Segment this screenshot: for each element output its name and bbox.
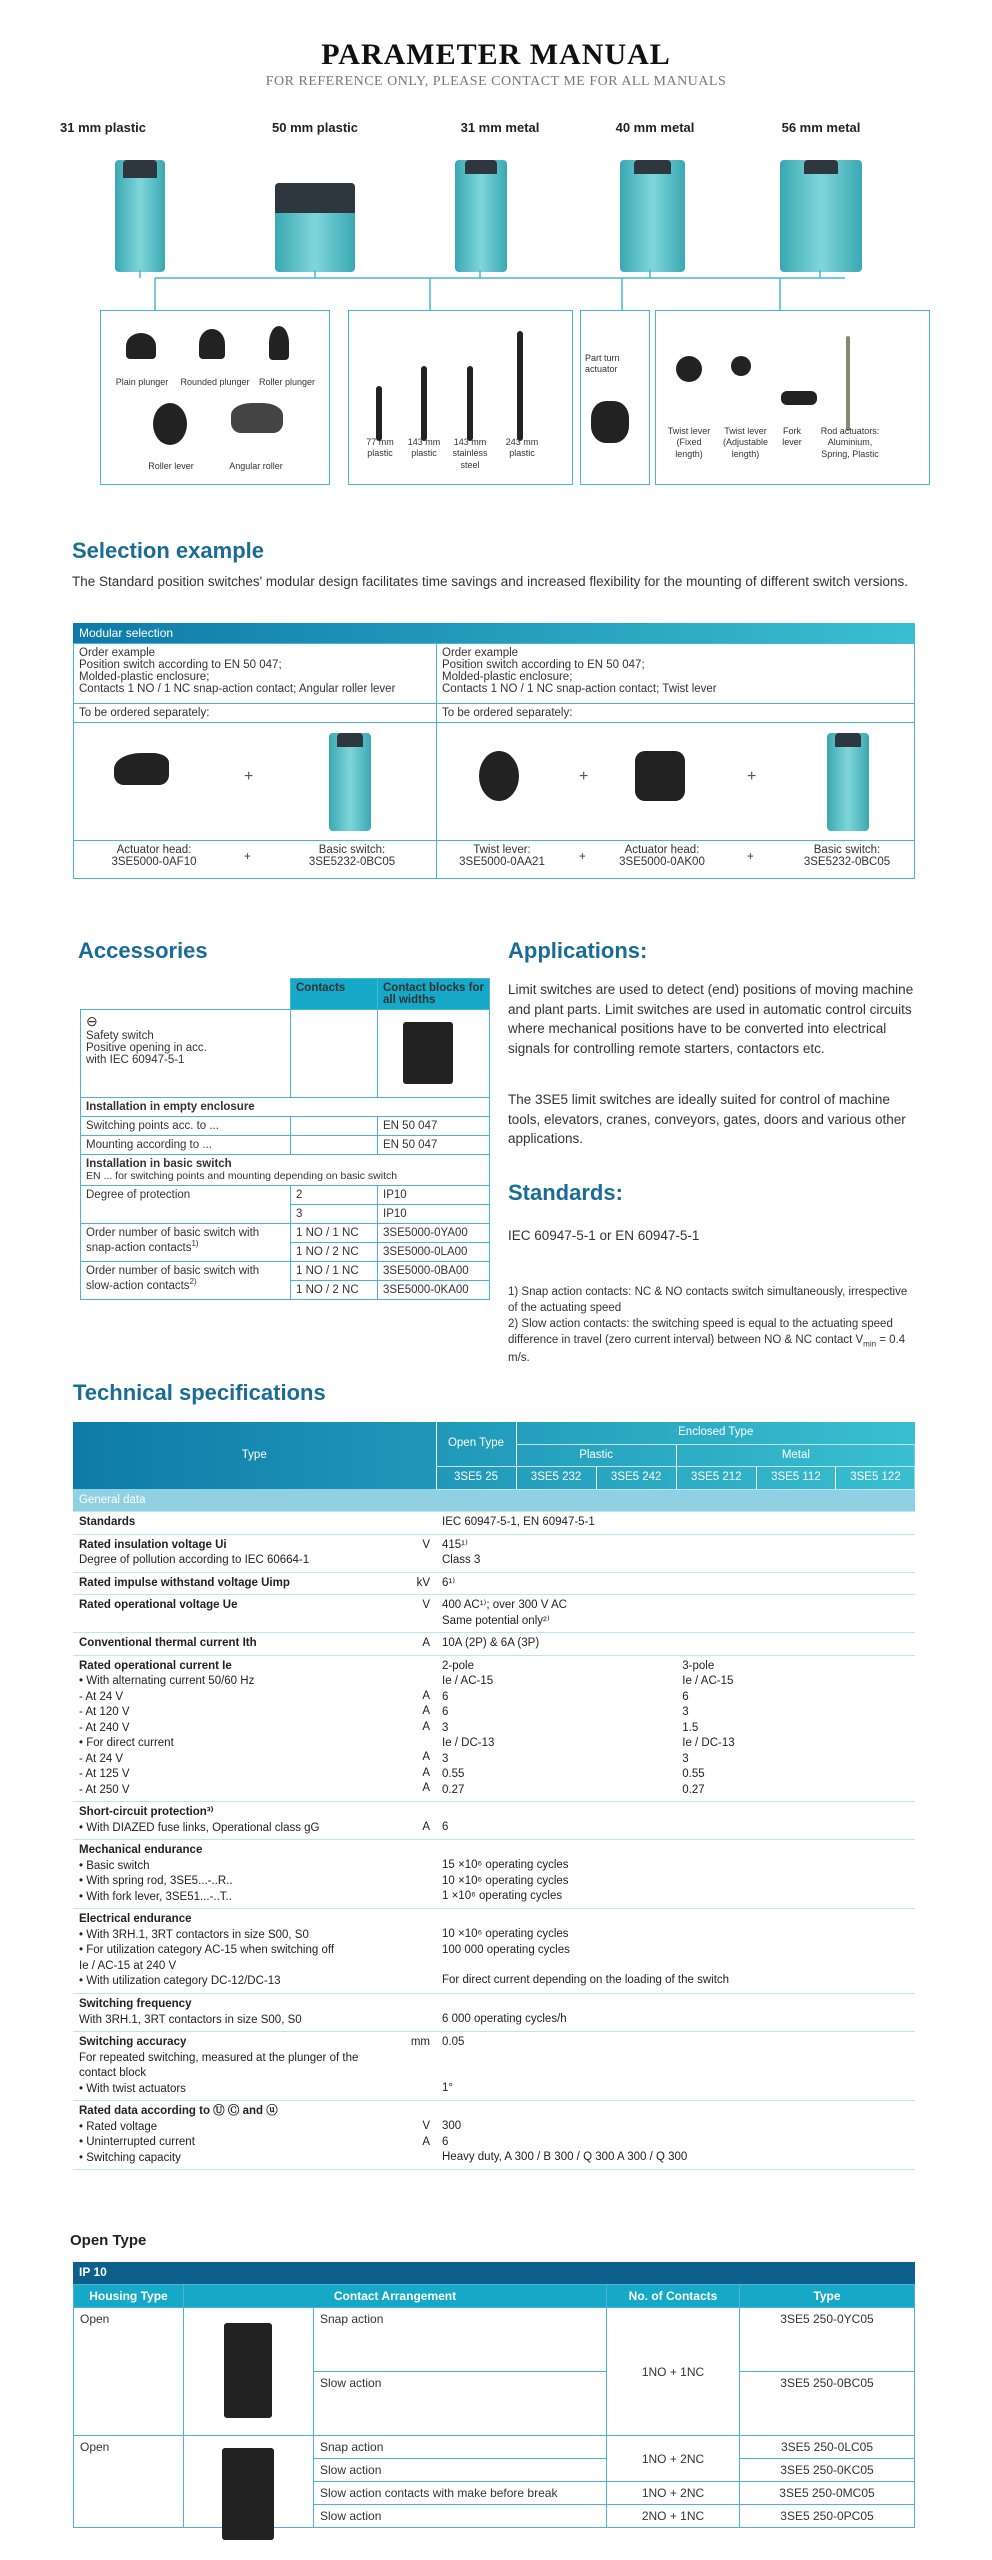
spec-row bbox=[73, 1512, 915, 1535]
type-number: 3SE5 250-0KC05 bbox=[740, 2459, 915, 2482]
size-label: 56 mm metal bbox=[781, 120, 861, 135]
spec-line: 10 ×10⁶ operating cycles bbox=[442, 1928, 569, 1941]
note: = 0.4 m/s. bbox=[508, 1334, 906, 1364]
order-number: 3SE5000-0KA00 bbox=[378, 1281, 490, 1300]
size-label: 31 mm plastic bbox=[60, 120, 146, 135]
actuator-caption: 77 mm plastic bbox=[366, 437, 394, 459]
spec-line: 6 bbox=[442, 2135, 449, 2148]
actuator-caption: 243 mm plastic bbox=[505, 437, 539, 459]
spec-line: 100 000 operating cycles bbox=[442, 1943, 570, 1956]
snap-label: Order number of basic switch with snap-action contacts bbox=[86, 1227, 260, 1254]
actuator-caption: 143 mm stainless steel bbox=[452, 437, 488, 470]
actuator-caption: Part turn actuator bbox=[585, 353, 620, 375]
item-caption: Basic switch: 3SE5232-0BC05 bbox=[803, 844, 891, 868]
spec-row bbox=[73, 1909, 915, 1994]
col-metal: Metal bbox=[676, 1444, 915, 1467]
spec-line: 3 bbox=[682, 1752, 689, 1765]
spec-line: Rated impulse withstand voltage Uimp bbox=[79, 1576, 290, 1589]
spec-line: V bbox=[422, 1538, 430, 1551]
page-title: PARAMETER MANUAL bbox=[321, 38, 671, 71]
spec-line: Ie / AC-15 at 240 V bbox=[79, 1959, 177, 1972]
plus-sign: + bbox=[747, 768, 757, 785]
accessories-table bbox=[80, 978, 490, 1300]
spec-line: V bbox=[422, 1599, 430, 1612]
protection-contacts: 2 bbox=[291, 1186, 378, 1205]
order-line: Position switch according to EN 50 047; bbox=[442, 659, 645, 671]
housing-type: Open bbox=[74, 2436, 184, 2528]
spec-line: • Uninterrupted current bbox=[79, 2136, 195, 2149]
spec-line bbox=[406, 1912, 430, 1927]
spec-line: Rated operational voltage Ue bbox=[79, 1599, 238, 1612]
spec-line bbox=[406, 2150, 430, 2165]
spec-line: 0.05 bbox=[442, 2036, 465, 2049]
spec-line: 1.5 bbox=[682, 1721, 699, 1734]
contacts-cell: 1 NO / 2 NC bbox=[291, 1281, 378, 1300]
spec-line: 0.27 bbox=[442, 1783, 465, 1796]
spec-line: 10 ×10⁶ operating cycles bbox=[442, 1874, 569, 1887]
spec-line: A bbox=[422, 1720, 430, 1733]
spec-line bbox=[406, 2051, 430, 2066]
spec-line bbox=[406, 1927, 430, 1942]
spec-line bbox=[406, 1957, 430, 1972]
no-of-contacts: 1NO + 2NC bbox=[607, 2482, 740, 2505]
note: 1) Snap action contacts: NC & NO contacts switch simultaneously, irrespective of the actuating speed bbox=[508, 1286, 908, 1315]
spec-line: For direct current depending on the loading of the switch bbox=[442, 1974, 730, 1987]
tech-table bbox=[73, 1422, 915, 2170]
protection-value: IP10 bbox=[378, 1186, 490, 1205]
spec-line: 415¹⁾ bbox=[442, 1538, 468, 1551]
type-col: 3SE5 242 bbox=[596, 1467, 676, 1490]
spec-line bbox=[406, 1659, 430, 1674]
spec-line: Same potential only²⁾ bbox=[442, 1614, 550, 1627]
ot-header: No. of Contacts bbox=[607, 2285, 740, 2308]
ot-header: Housing Type bbox=[74, 2285, 184, 2308]
spec-line bbox=[406, 1972, 430, 1987]
spec-line bbox=[442, 1912, 909, 1927]
safety-line: Safety switch bbox=[86, 1030, 154, 1042]
spec-line: Ie / AC-15 bbox=[442, 1675, 494, 1688]
spec-line: Rated data according to Ⓤ Ⓒ and ⓤ bbox=[79, 2105, 278, 2118]
spec-line: mm bbox=[410, 2036, 430, 2049]
spec-line bbox=[406, 1873, 430, 1888]
applications-p1: Limit switches are used to detect (end) positions of moving machine and plant parts. Limit switches are used in automatic control circuits where mechanical positions have to be converted into electrical signals for controlling remote starters, contactors etc. bbox=[508, 982, 914, 1056]
spec-line: 400 AC¹⁾; over 300 V AC bbox=[442, 1599, 567, 1612]
spec-line: • With alternating current 50/60 Hz bbox=[79, 1675, 255, 1688]
switching-points: Switching points acc. to ... bbox=[81, 1117, 291, 1136]
spec-line: Short-circuit protection³⁾ bbox=[79, 1806, 214, 1819]
spec-row bbox=[73, 1993, 915, 2031]
spec-line bbox=[442, 1843, 909, 1858]
no-of-contacts: 1NO + 1NC bbox=[607, 2308, 740, 2436]
spec-line bbox=[442, 1997, 909, 2012]
selection-text: The Standard position switches' modular design facilitates time savings and increased flexibility for the mounting of different switch versions. bbox=[72, 574, 908, 589]
switching-points-val: EN 50 047 bbox=[378, 1117, 490, 1136]
separately-label: To be ordered separately: bbox=[74, 704, 437, 723]
open-type-table bbox=[73, 2262, 915, 2528]
spec-line: 15 ×10⁶ operating cycles bbox=[442, 1859, 569, 1872]
spec-row bbox=[73, 1840, 915, 1909]
actuator-box-levers bbox=[655, 310, 930, 485]
item-caption: Basic switch: 3SE5232-0BC05 bbox=[308, 844, 396, 868]
spec-line: Rated operational current Ie bbox=[79, 1659, 232, 1672]
type-col: 3SE5 25 bbox=[436, 1467, 516, 1490]
order-line: Molded-plastic enclosure; bbox=[79, 671, 210, 683]
safety-icon: ⊖ bbox=[86, 1013, 98, 1029]
spec-row bbox=[73, 1534, 915, 1572]
order-line: Contacts 1 NO / 1 NC snap-action contact; Angular roller lever bbox=[79, 683, 396, 695]
spec-line bbox=[406, 1942, 430, 1957]
housing-type: Open bbox=[74, 2308, 184, 2436]
actuator-caption: Twist lever (Fixed length) bbox=[667, 426, 711, 459]
spec-line: 6 bbox=[442, 1690, 449, 1703]
spec-line bbox=[406, 2104, 430, 2119]
spec-line: Switching frequency bbox=[79, 1997, 192, 2010]
spec-row bbox=[73, 1633, 915, 1656]
empty-enclosure: Installation in empty enclosure bbox=[81, 1098, 490, 1117]
switch-image bbox=[620, 160, 685, 272]
spec-line: Conventional thermal current Ith bbox=[79, 1637, 257, 1650]
spec-line: 6 000 operating cycles/h bbox=[442, 2012, 567, 2025]
contact-arrangement: Slow action bbox=[314, 2459, 607, 2482]
spec-line: contact block bbox=[79, 2067, 147, 2080]
plus-sign: + bbox=[244, 851, 251, 863]
actuator-caption: Roller plunger bbox=[258, 377, 316, 387]
col-open: Open Type bbox=[436, 1422, 516, 1467]
col-type: Type bbox=[241, 1448, 267, 1461]
switch-image bbox=[115, 160, 165, 272]
spec-line bbox=[442, 2051, 909, 2066]
spec-line: - At 120 V bbox=[79, 1706, 130, 1719]
spec-line bbox=[406, 1674, 430, 1689]
spec-line: 6 bbox=[442, 1821, 449, 1834]
spec-line: • With spring rod, 3SE5...-..R.. bbox=[79, 1875, 233, 1888]
plus-sign: + bbox=[244, 768, 254, 785]
actuator-caption: Plain plunger bbox=[115, 377, 169, 387]
open-type-title: Open Type bbox=[70, 2232, 147, 2249]
spec-line: Standards bbox=[79, 1516, 136, 1529]
spec-line: 3 bbox=[682, 1706, 689, 1719]
type-col: 3SE5 232 bbox=[516, 1467, 596, 1490]
actuator-caption: Twist lever (Adjustable length) bbox=[722, 426, 769, 459]
spec-line bbox=[406, 2066, 430, 2081]
safety-line: Positive opening in acc. bbox=[86, 1042, 207, 1054]
spec-line: 0.27 bbox=[682, 1783, 705, 1796]
spec-row bbox=[73, 2101, 915, 2170]
spec-line: - At 250 V bbox=[79, 1783, 130, 1796]
footnote-ref: 1) bbox=[191, 1239, 199, 1248]
spec-line bbox=[442, 2066, 909, 2081]
spec-line: 6 bbox=[682, 1690, 689, 1703]
spec-line: kV bbox=[416, 1576, 430, 1589]
order-line: Molded-plastic enclosure; bbox=[442, 671, 573, 683]
order-line: Contacts 1 NO / 1 NC snap-action contact; Twist lever bbox=[442, 683, 717, 695]
separately-label: To be ordered separately: bbox=[437, 704, 915, 723]
spec-line: - At 24 V bbox=[79, 1690, 124, 1703]
size-label: 40 mm metal bbox=[615, 120, 695, 135]
contact-arrangement: Slow action bbox=[314, 2505, 607, 2528]
note-sub: min bbox=[863, 1339, 877, 1349]
order-line: Position switch according to EN 50 047; bbox=[79, 659, 282, 671]
spec-line: 3-pole bbox=[682, 1659, 715, 1672]
order-number: 3SE5000-0BA00 bbox=[378, 1262, 490, 1281]
spec-line: A bbox=[422, 1689, 430, 1702]
no-of-contacts: 2NO + 1NC bbox=[607, 2505, 740, 2528]
spec-line: A bbox=[422, 1637, 430, 1650]
contact-arrangement: Slow action contacts with make before break bbox=[314, 2482, 607, 2505]
spec-line bbox=[442, 1958, 909, 1973]
spec-line bbox=[406, 2012, 430, 2027]
contacts-cell: 1 NO / 1 NC bbox=[291, 1224, 378, 1243]
spec-line bbox=[406, 1843, 430, 1858]
basic-switch: Installation in basic switch bbox=[86, 1158, 232, 1170]
actuator-caption: Rounded plunger bbox=[180, 377, 250, 387]
footnote-ref: 2) bbox=[189, 1277, 197, 1286]
spec-line: 1° bbox=[442, 2081, 453, 2094]
section-title-applications: Applications: bbox=[508, 938, 648, 963]
spec-line: A bbox=[422, 1782, 430, 1795]
spec-row bbox=[73, 1595, 915, 1633]
spec-line bbox=[406, 1515, 430, 1530]
spec-line: - At 240 V bbox=[79, 1721, 130, 1734]
contact-arrangement: Snap action bbox=[314, 2308, 607, 2372]
standards-value: IEC 60947-5-1 or EN 60947-5-1 bbox=[508, 1228, 700, 1243]
col-plastic: Plastic bbox=[516, 1444, 676, 1467]
section-title-tech: Technical specifications bbox=[73, 1380, 326, 1405]
spec-line: 3 bbox=[442, 1752, 449, 1765]
spec-line: • With 3RH.1, 3RT contactors in size S00, S0 bbox=[79, 1928, 309, 1941]
spec-line: • With fork lever, 3SE51...-..T.. bbox=[79, 1890, 232, 1903]
type-col: 3SE5 122 bbox=[835, 1467, 915, 1490]
ot-header: Type bbox=[740, 2285, 915, 2308]
type-number: 3SE5 250-0BC05 bbox=[740, 2372, 915, 2436]
spec-line: Mechanical endurance bbox=[79, 1844, 203, 1857]
spec-line: 6¹⁾ bbox=[442, 1576, 456, 1589]
mounting: Mounting according to ... bbox=[81, 1136, 291, 1155]
spec-line: A bbox=[422, 1766, 430, 1779]
spec-line: 300 bbox=[442, 2120, 462, 2133]
spec-line: • Basic switch bbox=[79, 1859, 150, 1872]
spec-row bbox=[73, 1802, 915, 1840]
actuator-box-part-turn bbox=[580, 310, 650, 485]
actuator-caption: Roller lever bbox=[148, 461, 194, 471]
item-caption: Actuator head: 3SE5000-0AF10 bbox=[111, 844, 197, 868]
spec-line bbox=[406, 1805, 430, 1820]
spec-line: Ie / DC-13 bbox=[442, 1737, 495, 1750]
modular-selection-table bbox=[73, 623, 915, 879]
order-line: Order example bbox=[442, 647, 519, 659]
order-number: 3SE5000-0LA00 bbox=[378, 1243, 490, 1262]
spec-line: 3 bbox=[442, 1721, 449, 1734]
type-number: 3SE5 250-0LC05 bbox=[740, 2436, 915, 2459]
actuator-box-plungers bbox=[100, 310, 330, 485]
type-number: 3SE5 250-0YC05 bbox=[740, 2308, 915, 2372]
type-number: 3SE5 250-0PC05 bbox=[740, 2505, 915, 2528]
actuator-caption: Angular roller bbox=[229, 461, 283, 471]
spec-row bbox=[73, 2032, 915, 2101]
switch-image bbox=[275, 183, 355, 272]
spec-line bbox=[406, 2081, 430, 2096]
spec-line: • With utilization category DC-12/DC-13 bbox=[79, 1975, 281, 1988]
item-caption: Actuator head: 3SE5000-0AK00 bbox=[619, 844, 705, 868]
spec-line: Ie / DC-13 bbox=[682, 1737, 735, 1750]
plus-sign: + bbox=[579, 851, 586, 863]
standards-notes bbox=[508, 1284, 918, 1366]
note: 2) Slow action contacts: the switching speed is equal to the actuating speed difference in travel (zero current interval) between NO & NC contact V bbox=[508, 1318, 893, 1347]
safety-line: with IEC 60947-5-1 bbox=[86, 1054, 185, 1066]
spec-line: Electrical endurance bbox=[79, 1913, 192, 1926]
spec-line: A bbox=[422, 1821, 430, 1834]
protection: Degree of protection bbox=[81, 1186, 291, 1224]
basic-switch-note: EN ... for switching points and mounting depending on basic switch bbox=[86, 1170, 398, 1182]
contact-arrangement: Snap action bbox=[314, 2436, 607, 2459]
spec-line bbox=[406, 1997, 430, 2012]
contacts-cell: 1 NO / 2 NC bbox=[291, 1243, 378, 1262]
spec-line: • With twist actuators bbox=[79, 2082, 186, 2095]
spec-line: Ie / AC-15 bbox=[682, 1675, 734, 1688]
spec-line: V bbox=[422, 2120, 430, 2133]
spec-line: • For utilization category AC-15 when switching off bbox=[79, 1944, 335, 1957]
spec-line bbox=[442, 2104, 909, 2119]
spec-line: 0.55 bbox=[442, 1768, 465, 1781]
size-label: 50 mm plastic bbox=[272, 120, 358, 135]
spec-line: A bbox=[422, 1751, 430, 1764]
contacts-cell: 1 NO / 1 NC bbox=[291, 1262, 378, 1281]
spec-line: 2-pole bbox=[442, 1659, 474, 1672]
size-label: 31 mm metal bbox=[460, 120, 540, 135]
actuator-caption: 143 mm plastic bbox=[407, 437, 441, 459]
general-data: General data bbox=[73, 1489, 915, 1512]
spec-line bbox=[406, 1888, 430, 1903]
spec-line: - At 24 V bbox=[79, 1752, 124, 1765]
spec-line: Degree of pollution according to IEC 60664-1 bbox=[79, 1554, 310, 1567]
plus-sign: + bbox=[579, 768, 589, 785]
switch-image bbox=[780, 160, 862, 272]
type-col: 3SE5 112 bbox=[756, 1467, 835, 1490]
col-contacts: Contacts bbox=[291, 979, 378, 1010]
type-col: 3SE5 212 bbox=[676, 1467, 756, 1490]
spec-line: A bbox=[422, 1705, 430, 1718]
slow-label: Order number of basic switch with slow-action contacts bbox=[86, 1265, 260, 1292]
protection-value: IP10 bbox=[378, 1205, 490, 1224]
spec-line: 10A (2P) & 6A (3P) bbox=[442, 1637, 540, 1650]
spec-line: 0.55 bbox=[682, 1768, 705, 1781]
ip-header: IP 10 bbox=[73, 2262, 915, 2284]
applications-p2: The 3SE5 limit switches are ideally suited for control of machine tools, elevators, cranes, conveyors, gates, doors and various other applications. bbox=[508, 1092, 906, 1147]
spec-line: For repeated switching, measured at the plunger of the bbox=[79, 2051, 359, 2064]
col-blocks: Contact blocks for all widths bbox=[378, 979, 490, 1010]
spec-line: 1 ×10⁶ operating cycles bbox=[442, 1890, 563, 1903]
spec-line: • With DIAZED fuse links, Operational class gG bbox=[79, 1821, 320, 1834]
spec-line: 6 bbox=[442, 1706, 449, 1719]
col-enclosed: Enclosed Type bbox=[516, 1422, 915, 1444]
spec-line bbox=[406, 1553, 430, 1568]
plus-sign: + bbox=[747, 851, 754, 863]
mounting-val: EN 50 047 bbox=[378, 1136, 490, 1155]
spec-line: Switching accuracy bbox=[79, 2036, 187, 2049]
item-caption: Twist lever: 3SE5000-0AA21 bbox=[459, 844, 545, 868]
type-number: 3SE5 250-0MC05 bbox=[740, 2482, 915, 2505]
connector-lines bbox=[0, 270, 992, 315]
spec-line: • Switching capacity bbox=[79, 2151, 181, 2164]
no-of-contacts: 1NO + 2NC bbox=[607, 2436, 740, 2482]
page-subtitle: FOR REFERENCE ONLY, PLEASE CONTACT ME FOR ALL MANUALS bbox=[265, 74, 727, 89]
spec-line bbox=[442, 1805, 909, 1820]
spec-row bbox=[73, 1655, 915, 1802]
actuator-box-rods bbox=[348, 310, 573, 485]
ot-header: Contact Arrangement bbox=[184, 2285, 607, 2308]
section-title-standards: Standards: bbox=[508, 1180, 623, 1205]
actuator-caption: Rod actuators: Aluminium, Spring, Plastic bbox=[820, 426, 880, 459]
modular-header: Modular selection bbox=[73, 623, 915, 643]
spec-line: Class 3 bbox=[442, 1554, 481, 1567]
order-line: Order example bbox=[79, 647, 156, 659]
spec-line bbox=[406, 1735, 430, 1750]
spec-line bbox=[406, 1858, 430, 1873]
actuator-caption: Fork lever bbox=[782, 426, 802, 448]
spec-line: Heavy duty, A 300 / B 300 / Q 300 A 300 / Q 300 bbox=[442, 2151, 688, 2164]
order-number: 3SE5000-0YA00 bbox=[378, 1224, 490, 1243]
spec-line: • Rated voltage bbox=[79, 2120, 158, 2133]
protection-contacts: 3 bbox=[291, 1205, 378, 1224]
section-title-accessories: Accessories bbox=[78, 938, 208, 963]
switch-image bbox=[455, 160, 507, 272]
spec-line: IEC 60947-5-1, EN 60947-5-1 bbox=[442, 1516, 595, 1529]
contact-arrangement: Slow action bbox=[314, 2372, 607, 2436]
section-title-selection: Selection example bbox=[72, 538, 264, 563]
spec-line: A bbox=[422, 2135, 430, 2148]
spec-row bbox=[73, 1572, 915, 1595]
spec-line: • For direct current bbox=[79, 1737, 174, 1750]
spec-line: With 3RH.1, 3RT contactors in size S00, S0 bbox=[79, 2013, 302, 2026]
spec-line: - At 125 V bbox=[79, 1768, 130, 1781]
spec-line: Rated insulation voltage Ui bbox=[79, 1538, 227, 1551]
